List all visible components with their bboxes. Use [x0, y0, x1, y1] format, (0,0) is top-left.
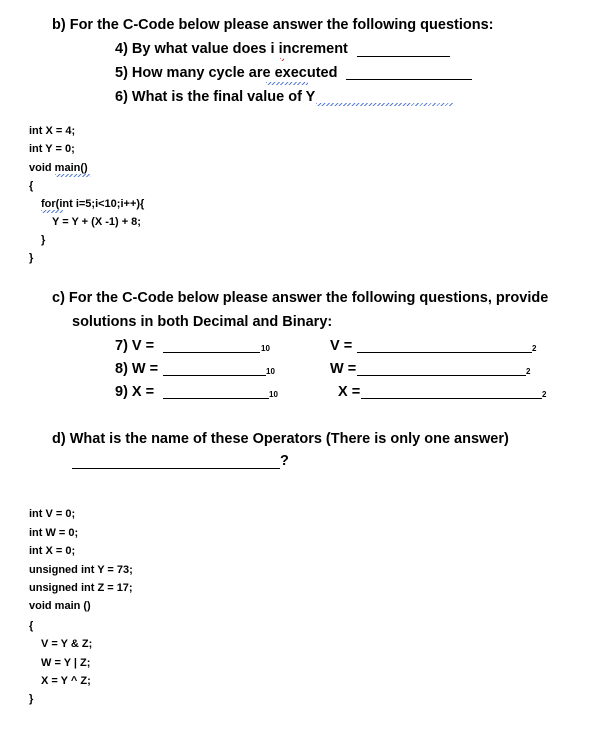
code-line: int X = 4; [29, 125, 76, 137]
code-line: { [29, 180, 34, 192]
spell-mark [280, 58, 284, 61]
grammar-mark [41, 210, 63, 213]
answer-blank-5[interactable] [346, 79, 472, 80]
answer-blank-w-binary[interactable] [357, 375, 526, 376]
code-line: int V = 0; [29, 508, 76, 520]
binary-subscript: 2 [542, 390, 547, 399]
answer-blank-x-binary[interactable] [361, 398, 542, 399]
code-line: int Y = 0; [29, 143, 75, 155]
label-w-binary: W = [330, 361, 357, 377]
question-7: 7) V = [115, 338, 155, 354]
answer-blank-v-decimal[interactable] [163, 352, 260, 353]
code-line: void main () [29, 600, 91, 612]
question-mark: ? [280, 453, 289, 469]
answer-blank-4[interactable] [357, 56, 450, 57]
label-x-binary: X = [338, 384, 361, 400]
code-line: unsigned int Z = 17; [29, 582, 133, 594]
grammar-mark [55, 174, 91, 177]
question-5: 5) How many cycle are executed [115, 65, 338, 81]
code-line: unsigned int Y = 73; [29, 564, 133, 576]
answer-blank-operators[interactable] [72, 468, 280, 469]
code-line: Y = Y + (X -1) + 8; [52, 216, 141, 228]
decimal-subscript: 10 [261, 344, 270, 353]
answer-blank-x-decimal[interactable] [163, 398, 269, 399]
code-line: } [41, 234, 46, 246]
code-line: int W = 0; [29, 527, 79, 539]
code-line: void main() [29, 162, 88, 174]
decimal-subscript: 10 [266, 367, 275, 376]
code-line: } [29, 693, 34, 705]
code-line: } [29, 252, 34, 264]
label-v-binary: V = [330, 338, 353, 354]
code-line: for(int i=5;i<10;i++){ [41, 198, 145, 210]
section-d-heading: d) What is the name of these Operators (There is only one answer) [52, 431, 509, 447]
answer-blank-w-decimal[interactable] [163, 375, 266, 376]
binary-subscript: 2 [532, 344, 537, 353]
question-4: 4) By what value does i increment [115, 41, 348, 57]
question-8: 8) W = [115, 361, 159, 377]
code-line: { [29, 620, 34, 632]
answer-blank-v-binary[interactable] [357, 352, 532, 353]
code-line: V = Y & Z; [41, 638, 93, 650]
grammar-mark [316, 103, 453, 106]
code-line: int X = 0; [29, 545, 76, 557]
grammar-mark [266, 82, 308, 85]
decimal-subscript: 10 [269, 390, 278, 399]
section-b-heading: b) For the C-Code below please answer the following questions: [52, 17, 494, 33]
section-c-heading-line2: solutions in both Decimal and Binary: [72, 314, 333, 330]
question-6: 6) What is the final value of Y [115, 89, 316, 105]
section-c-heading: c) For the C-Code below please answer the following questions, provide [52, 290, 549, 306]
binary-subscript: 2 [526, 367, 531, 376]
code-line: X = Y ^ Z; [41, 675, 91, 687]
question-9: 9) X = [115, 384, 155, 400]
code-line: W = Y | Z; [41, 657, 91, 669]
